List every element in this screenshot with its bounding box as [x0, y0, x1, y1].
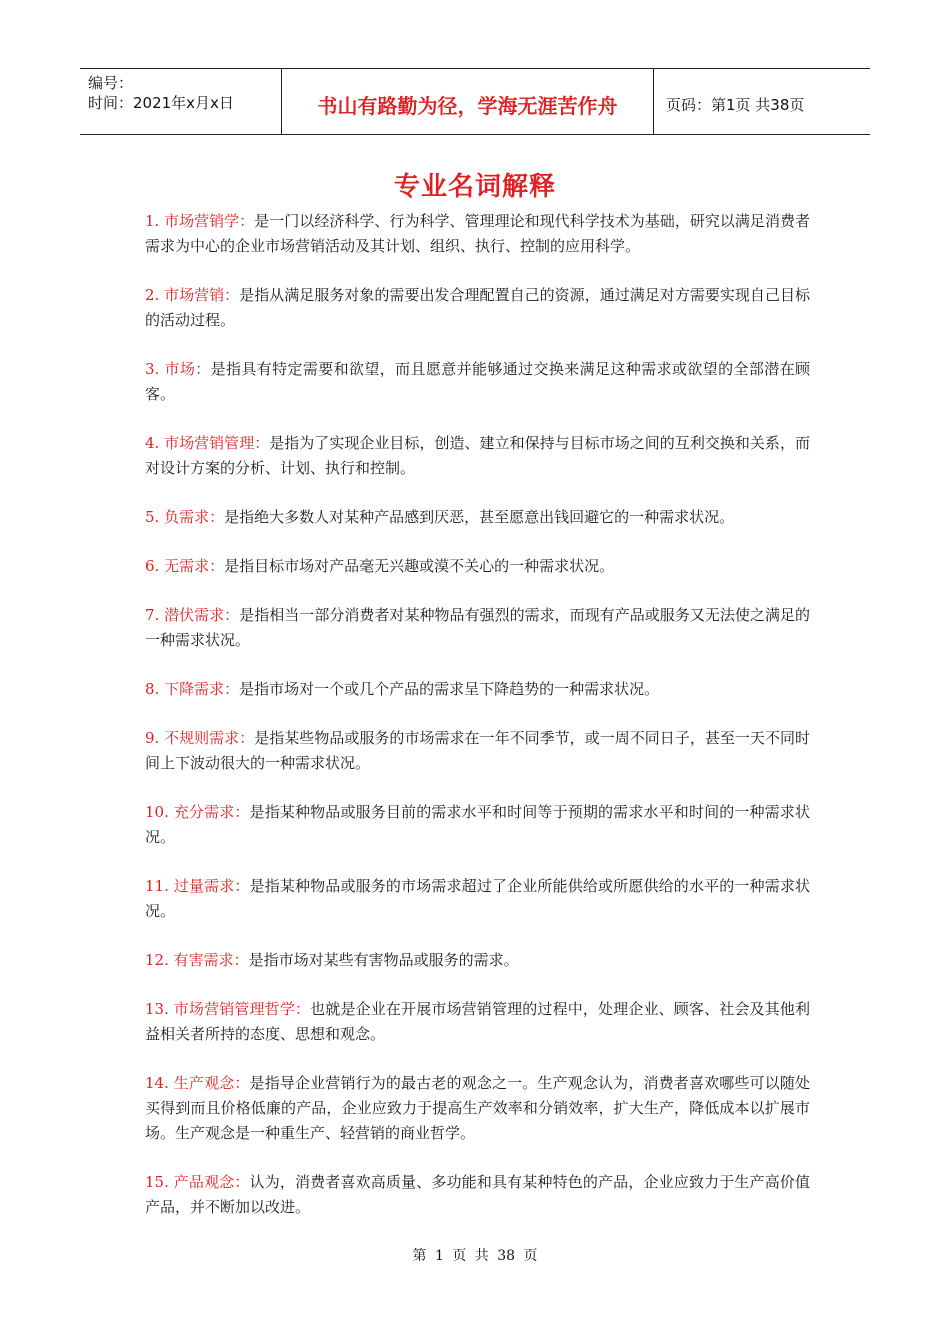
document-number: 编号： — [88, 74, 134, 92]
definition-entry — [145, 1170, 810, 1220]
definition-term: 4. 市场营销管理： — [145, 434, 270, 452]
header-page-number: 页码：第1页 共38页 — [666, 96, 805, 114]
definition-entry — [145, 677, 810, 702]
definition-text: 是指某种物品或服务的市场需求超过了企业所能供给或所愿供给的水平的一种需求状况。 — [145, 877, 811, 920]
header-meta — [80, 69, 282, 134]
definition-term: 11. 过量需求： — [145, 877, 250, 895]
definition-term: 8. 下降需求： — [145, 680, 240, 698]
definition-text: 是指市场对某些有害物品或服务的需求。 — [248, 951, 519, 969]
definition-entry — [145, 209, 810, 259]
definition-text: 是指市场对一个或几个产品的需求呈下降趋势的一种需求状况。 — [239, 680, 660, 698]
definition-entry — [145, 997, 810, 1047]
definition-text: 是指某些物品或服务的市场需求在一年不同季节，或一周不同日子，甚至一天不同时间上下波动很大的一种需求状况。 — [145, 729, 810, 772]
definition-text: 是指为了实现企业目标，创造、建立和保持与目标市场之间的互利交换和关系，而对设计方案的分析、计划、执行和控制。 — [145, 434, 810, 477]
definition-text: 是指导企业营销行为的最古老的观念之一。生产观念认为，消费者喜欢哪些可以随处买得到而且价格低廉的产品，企业应致力于提高生产效率和分销效率，扩大生产，降低成本以扩展市场。生产观念是一种重生产、轻营销的商业哲学。 — [145, 1074, 811, 1142]
definition-entry — [145, 283, 810, 333]
definition-term: 13. 市场营销管理哲学： — [145, 1000, 311, 1018]
definition-text: 是指某种物品或服务目前的需求水平和时间等于预期的需求水平和时间的一种需求状况。 — [145, 803, 811, 846]
definition-list — [145, 209, 810, 1244]
definition-text: 是指目标市场对产品毫无兴趣或漠不关心的一种需求状况。 — [224, 557, 615, 575]
definition-text: 是指具有特定需要和欲望，而且愿意并能够通过交换来满足这种需求或欲望的全部潜在顾客。 — [145, 360, 810, 403]
definition-text: 是指绝大多数人对某种产品感到厌恶，甚至愿意出钱回避它的一种需求状况。 — [224, 508, 735, 526]
definition-entry — [145, 948, 810, 973]
definition-text: 认为，消费者喜欢高质量、多功能和具有某种特色的产品，企业应致力于生产高价值产品，并不断加以改进。 — [145, 1173, 811, 1216]
definition-term: 3. 市场： — [145, 360, 211, 378]
definition-text: 是一门以经济科学、行为科学、管理理论和现代科学技术为基础，研究以满足消费者需求为中心的企业市场营销活动及其计划、组织、执行、控制的应用科学。 — [145, 212, 810, 255]
header-motto: 书山有路勤为径，学海无涯苦作舟 — [282, 69, 654, 134]
page-header — [80, 68, 870, 135]
definition-entry — [145, 357, 810, 407]
definition-text: 是指从满足服务对象的需要出发合理配置自己的资源，通过满足对方需要实现自己目标的活动过程。 — [145, 286, 810, 329]
definition-text: 也就是企业在开展市场营销管理的过程中，处理企业、顾客、社会及其他利益相关者所持的态度、思想和观念。 — [145, 1000, 810, 1043]
definition-term: 2. 市场营销： — [145, 286, 240, 304]
definition-text: 是指相当一部分消费者对某种物品有强烈的需求，而现有产品或服务又无法使之满足的一种需求状况。 — [145, 606, 810, 649]
definition-entry — [145, 1071, 810, 1146]
definition-term: 12. 有害需求： — [145, 951, 249, 969]
definition-entry — [145, 431, 810, 481]
definition-entry — [145, 603, 810, 653]
definition-term: 9. 不规则需求： — [145, 729, 255, 747]
definition-entry — [145, 800, 810, 850]
page-footer: 第 1 页 共 38 页 — [412, 1248, 538, 1264]
definition-entry — [145, 726, 810, 776]
definition-term: 15. 产品观念： — [145, 1173, 250, 1191]
definition-term: 5. 负需求： — [145, 508, 225, 526]
definition-term: 6. 无需求： — [145, 557, 225, 575]
definition-entry — [145, 505, 810, 530]
definition-term: 1. 市场营销学： — [145, 212, 255, 230]
definition-entry — [145, 874, 810, 924]
definition-term: 7. 潜伏需求： — [145, 606, 240, 624]
definition-entry — [145, 554, 810, 579]
page-title: 专业名词解释 — [393, 172, 556, 202]
definition-term: 10. 充分需求： — [145, 803, 250, 821]
document-time: 时间：2021年x月x日 — [88, 94, 234, 112]
definition-term: 14. 生产观念： — [145, 1074, 250, 1092]
